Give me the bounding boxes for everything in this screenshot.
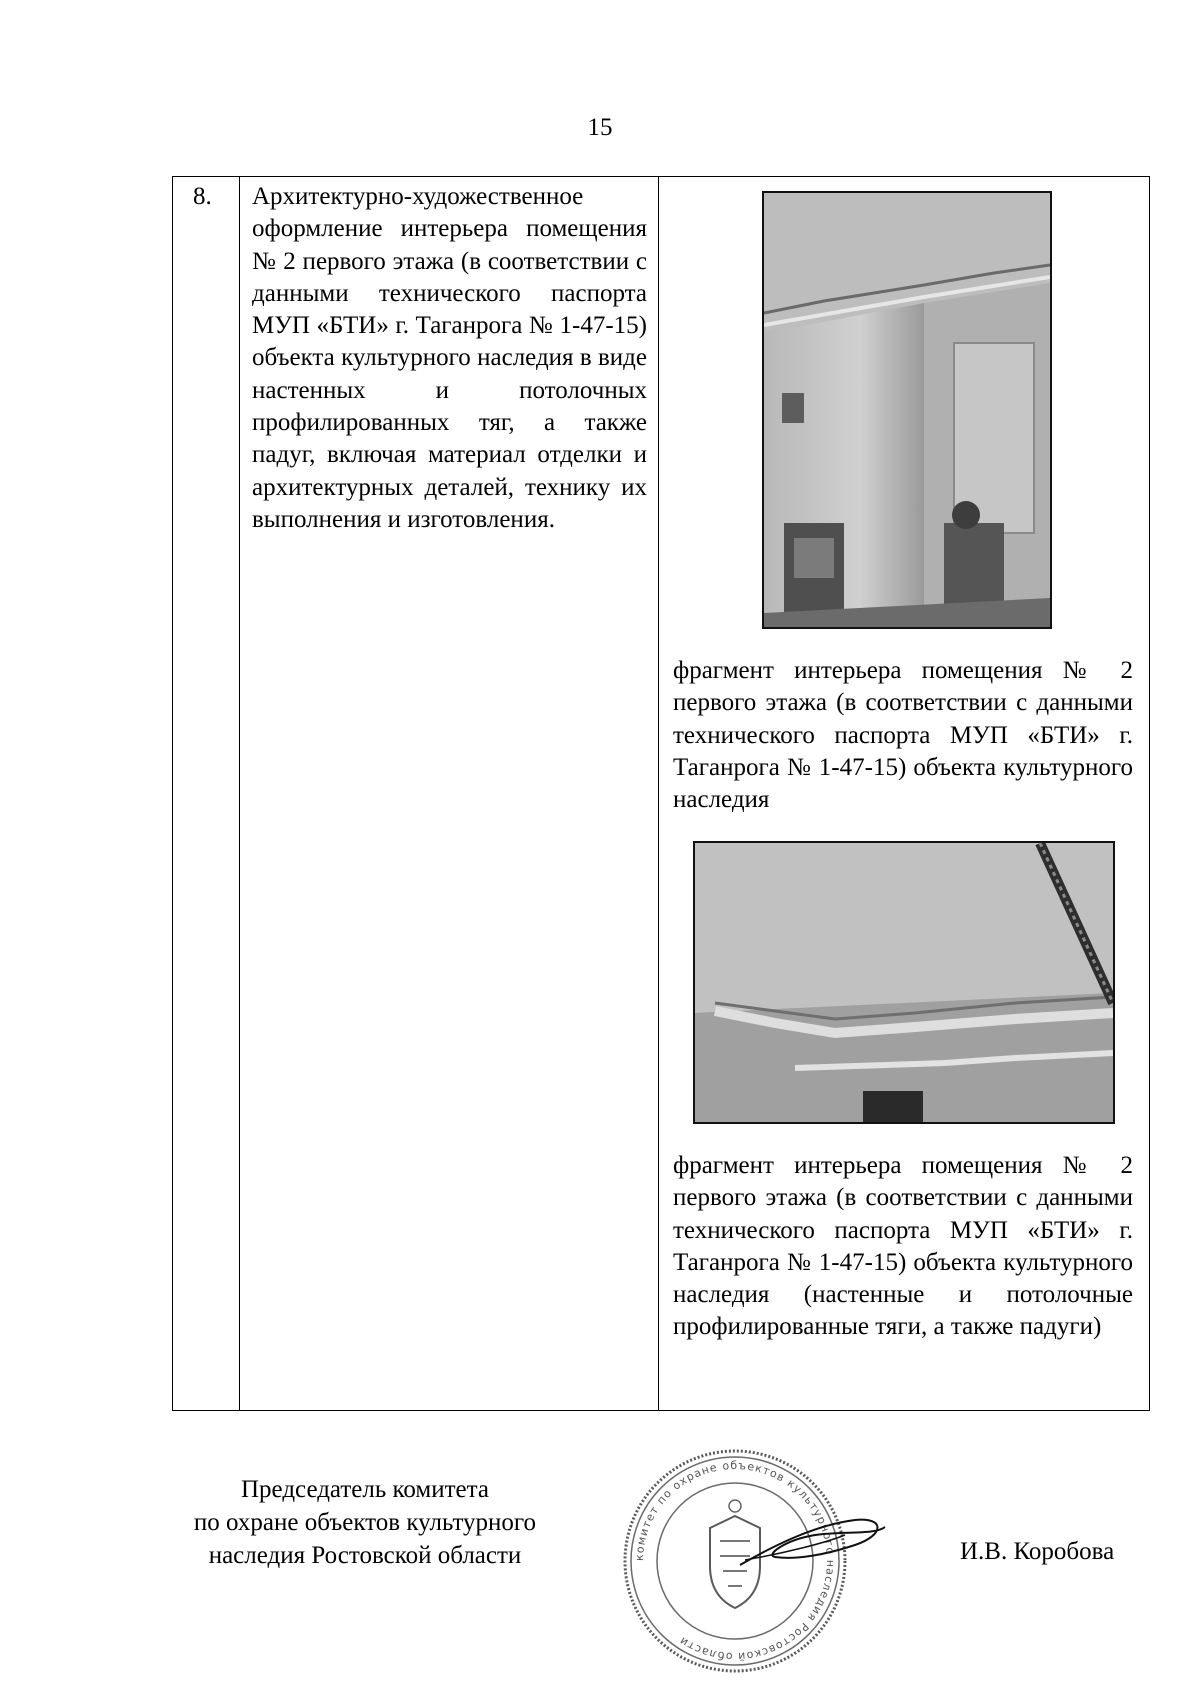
row-number-cell: [173, 177, 240, 1411]
signatory-position-line-2: по охране объектов культурного: [193, 1509, 537, 1536]
interior-photo-ceiling: [693, 841, 1115, 1124]
row-description: Архитектурно-художественное оформление интерьера помещения № 2 первого этажа (в соответствии с данными технического паспорта МУП «БТИ» г. Таганрога № 1-47-15) объекта культурного наследия в виде настенных и потолочных профилированных тяг, а также падуг, включая материал отделки и архитектурных деталей, технику их выполнения и изготовления.: [252, 183, 647, 533]
table-row: [173, 177, 1150, 1411]
photo-caption-1: фрагмент интерьера помещения № 2 первого этажа (в соответствии с данными технического паспорта МУП «БТИ» г. Таганрога № 1-47-15) объекта культурного наследия: [673, 657, 1133, 814]
row-number: 8.: [193, 183, 212, 210]
handwritten-signature-icon: [735, 1505, 895, 1590]
signatory-position-line-1: Председатель комитета: [241, 1476, 489, 1503]
signatory-name: И.В. Коробова: [960, 1538, 1115, 1565]
page-number: 15: [587, 114, 613, 141]
photo-caption-2: фрагмент интерьера помещения № 2 первого этажа (в соответствии с данными технического паспорта МУП «БТИ» г. Таганрога № 1-47-15) объекта культурного наследия (настенные и потолочные профилированные тяги, а также падуги): [673, 1152, 1133, 1341]
signatory-position-line-3: наследия Ростовской области: [208, 1542, 522, 1569]
heritage-items-table: [172, 176, 1150, 1411]
signatory-position: [170, 1473, 560, 1572]
row-photos-cell: [659, 177, 1150, 1411]
interior-photo-wall: [762, 191, 1052, 629]
svg-text:комитет по охране объектов кул: комитет по охране объектов культурного наследия Ростовской области: [632, 1458, 838, 1664]
row-description-cell: [240, 177, 659, 1411]
